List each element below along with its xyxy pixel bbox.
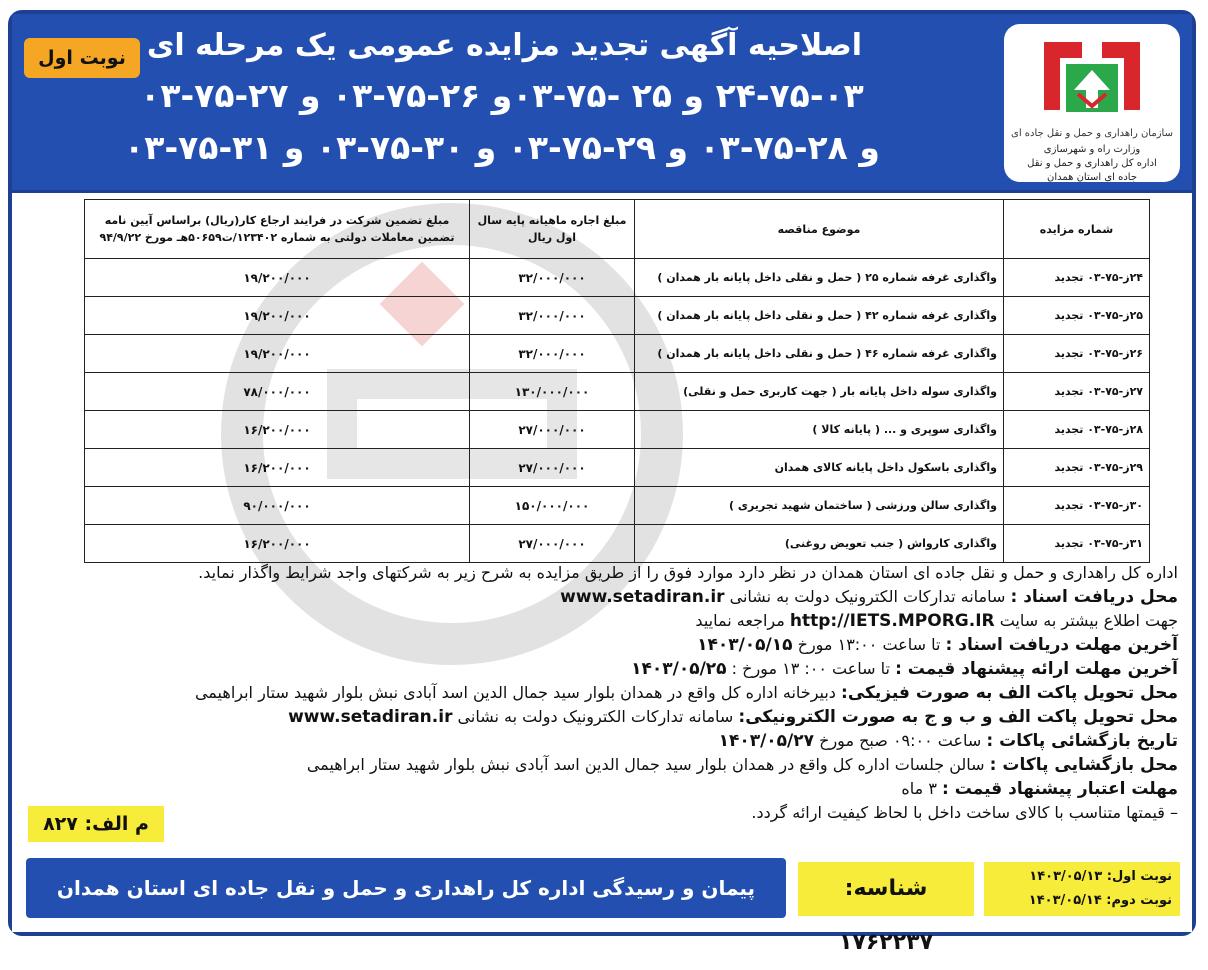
publication-dates (984, 862, 1180, 916)
department-name: اداره کل راهداری و حمل و نقل (1027, 158, 1157, 169)
receive-text: سامانه تدارکات الکترونیک دولت به نشانی (729, 587, 1006, 606)
auction-subject: واگذاری سوله داخل پایانه بار ( جهت کاربری حمل و نقلی) (635, 373, 1004, 411)
receive-label: محل دریافت اسناد : (1010, 587, 1178, 607)
auction-subject: واگذاری سالن ورزشی ( ساختمان شهید تجریری ) (635, 487, 1004, 525)
auction-number: ۳۱ز-۷۵-۰۳ تجدید (1004, 525, 1150, 563)
validity-text: ۳ ماه (901, 779, 937, 798)
monthly-rent: ۱۵۰/۰۰۰/۰۰۰ (470, 487, 635, 525)
auction-number: ۲۹ز-۷۵-۰۳ تجدید (1004, 449, 1150, 487)
monthly-rent: ۱۳۰/۰۰۰/۰۰۰ (470, 373, 635, 411)
table-row (85, 259, 1150, 297)
opening-date: ۱۴۰۳/۰۵/۲۷ (718, 731, 815, 751)
electronic-label: محل تحویل پاکت الف و ب و ج به صورت الکترونیکی: (738, 707, 1178, 727)
quality-note: – قیمتها متناسب با کالای ساخت داخل با لحاظ کیفیت ارائه گردد. (751, 803, 1178, 822)
opening-text: ساعت ۰۹:۰۰ صبح مورخ (819, 731, 982, 750)
opening-label: تاریخ بازگشائی پاکات : (986, 731, 1178, 751)
document-deadline-line (18, 634, 1178, 656)
auction-numbers-line-1: ۲۴-۷۵-۰۳ و ۲۵ -۷۵-۰۳و ۲۶-۷۵-۰۳ و ۲۷-۷۵-۰۳ (140, 76, 864, 115)
auction-subject: واگذاری غرفه شماره ۲۵ ( حمل و نقلی داخل پایانه بار همدان ) (635, 259, 1004, 297)
auction-number: ۲۵ز-۷۵-۰۳ تجدید (1004, 297, 1150, 335)
road-organization-logo-icon (1038, 32, 1146, 124)
iets-link[interactable]: http://IETS.MPORG.IR (789, 611, 995, 631)
physical-delivery-line (18, 682, 1178, 704)
physical-text: دبیرخانه اداره کل واقع در همدان بلوار سید جمال الدین اسد آبادی نبش بلوار شهید ستار ابراهیمی (194, 683, 836, 702)
opening-place-line (18, 754, 1178, 776)
header-banner (12, 14, 1192, 193)
deadline-text: تا ساعت ۱۳:۰۰ مورخ (797, 635, 941, 654)
guarantee-amount: ۱۹/۲۰۰/۰۰۰ (85, 335, 470, 373)
info-text-1: جهت اطلاع بیشتر به سایت (999, 611, 1178, 630)
guarantee-amount: ۱۶/۲۰۰/۰۰۰ (85, 525, 470, 563)
guarantee-amount: ۱۶/۲۰۰/۰۰۰ (85, 449, 470, 487)
auction-number: ۲۸ز-۷۵-۰۳ تجدید (1004, 411, 1150, 449)
shenase-id-badge: شناسه: ۱۷۶۲۲۳۷ (798, 862, 974, 916)
setadiran-link[interactable]: www.setadiran.ir (560, 587, 725, 607)
auction-subject: واگذاری باسکول داخل پایانه کالای همدان (635, 449, 1004, 487)
auction-table (84, 199, 1150, 563)
table-row (85, 487, 1150, 525)
table-row (85, 373, 1150, 411)
table-row (85, 411, 1150, 449)
first-turn-date: نوبت اول: ۱۴۰۳/۰۵/۱۳ (1029, 869, 1172, 884)
intro-text: اداره کل راهداری و حمل و نقل جاده ای استان همدان در نظر دارد موارد فوق را از طریق مزایده به شرح زیر به شرکتهای واجد شرایط واگذار نماید. (198, 563, 1178, 582)
second-turn-date: نوبت دوم: ۱۴۰۳/۰۵/۱۴ (1028, 893, 1172, 908)
first-turn-badge: نوبت اول (24, 38, 140, 78)
document-receive-line (18, 586, 1178, 608)
monthly-rent: ۳۲/۰۰۰/۰۰۰ (470, 335, 635, 373)
page-title: اصلاحیه آگهی تجدید مزایده عمومی یک مرحله ای (146, 28, 862, 63)
electronic-delivery-line (18, 706, 1178, 728)
code-badge: م الف: ۸۲۷ (28, 806, 164, 842)
info-text-2: مراجعه نمایید (695, 611, 785, 630)
guarantee-amount: ۱۹/۲۰۰/۰۰۰ (85, 297, 470, 335)
ministry-name: وزارت راه و شهرسازی (1043, 144, 1141, 155)
offer-date: ۱۴۰۳/۰۵/۲۵ (631, 659, 727, 679)
footer (12, 848, 1192, 955)
auction-subject: واگذاری کارواش ( جنب تعویض روغنی) (635, 525, 1004, 563)
setadiran-link-2[interactable]: www.setadiran.ir (288, 707, 453, 727)
header-guarantee-amount: مبلغ تضمین شرکت در فرایند ارجاع کار(ریال) براساس آیین نامه تضمین معاملات دولتی به شماره ۱۲۳۴۰۲/ت۵۰۶۵۹هـ مورخ ۹۴/۹/۲۲ (85, 200, 470, 259)
auction-number: ۲۴ز-۷۵-۰۳ تجدید (1004, 259, 1150, 297)
monthly-rent: ۳۲/۰۰۰/۰۰۰ (470, 259, 635, 297)
monthly-rent: ۲۷/۰۰۰/۰۰۰ (470, 525, 635, 563)
organization-logo (1004, 24, 1180, 182)
validity-line (18, 778, 1178, 800)
monthly-rent: ۳۲/۰۰۰/۰۰۰ (470, 297, 635, 335)
validity-label: مهلت اعتبار پیشنهاد قیمت : (942, 779, 1178, 799)
info-line (18, 610, 1178, 632)
province-name: جاده ای استان همدان (1046, 172, 1138, 183)
deadline-date: ۱۴۰۳/۰۵/۱۵ (697, 635, 793, 655)
guarantee-amount: ۷۸/۰۰۰/۰۰۰ (85, 373, 470, 411)
auction-number: ۲۷ز-۷۵-۰۳ تجدید (1004, 373, 1150, 411)
monthly-rent: ۲۷/۰۰۰/۰۰۰ (470, 449, 635, 487)
table-row (85, 335, 1150, 373)
guarantee-amount: ۹۰/۰۰۰/۰۰۰ (85, 487, 470, 525)
offer-label: آخرین مهلت ارائه پیشنهاد قیمت : (895, 659, 1178, 679)
auction-subject: واگذاری غرفه شماره ۴۶ ( حمل و نقلی داخل پایانه بار همدان ) (635, 335, 1004, 373)
opening-date-line (18, 730, 1178, 752)
table-row (85, 297, 1150, 335)
table-row (85, 449, 1150, 487)
monthly-rent: ۲۷/۰۰۰/۰۰۰ (470, 411, 635, 449)
place-label: محل بازگشایی پاکات : (989, 755, 1178, 775)
logo-script-text: سازمان راهداری و حمل و نقل جاده ای (1011, 128, 1173, 139)
auction-numbers-line-2: و ۲۸-۷۵-۰۳ و ۲۹-۷۵-۰۳ و ۳۰-۷۵-۰۳ و ۳۱-۷۵-۰۳ (124, 128, 880, 167)
guarantee-amount: ۱۶/۲۰۰/۰۰۰ (85, 411, 470, 449)
table-header-row (85, 200, 1150, 259)
physical-label: محل تحویل پاکت الف به صورت فیزیکی: (841, 683, 1178, 703)
auction-subject: واگذاری غرفه شماره ۴۲ ( حمل و نقلی داخل پایانه بار همدان ) (635, 297, 1004, 335)
guarantee-amount: ۱۹/۲۰۰/۰۰۰ (85, 259, 470, 297)
header-subject: موضوع مناقصه (635, 200, 1004, 259)
table-row (85, 525, 1150, 563)
auction-number: ۳۰ز-۷۵-۰۳ تجدید (1004, 487, 1150, 525)
advertisement-frame (8, 10, 1196, 955)
offer-text: تا ساعت ۰۰: ۱۳ مورخ : (731, 659, 890, 678)
header-monthly-rent: مبلغ اجاره ماهیانه پایه سال اول ریال (470, 200, 635, 259)
offer-deadline-line (18, 658, 1178, 680)
electronic-text: سامانه تدارکات الکترونیک دولت به نشانی (457, 707, 734, 726)
deadline-label: آخرین مهلت دریافت اسناد : (945, 635, 1178, 655)
place-text: سالن جلسات اداره کل واقع در همدان بلوار سید جمال الدین اسد آبادی نبش بلوار شهید ستار ابراهیمی (306, 755, 985, 774)
footer-department-bar: پیمان و رسیدگی اداره کل راهداری و حمل و نقل جاده ای استان همدان (26, 858, 786, 918)
header-auction-number: شماره مزایده (1004, 200, 1150, 259)
auction-number: ۲۶ز-۷۵-۰۳ تجدید (1004, 335, 1150, 373)
auction-subject: واگذاری سوپری و ... ( پایانه کالا ) (635, 411, 1004, 449)
